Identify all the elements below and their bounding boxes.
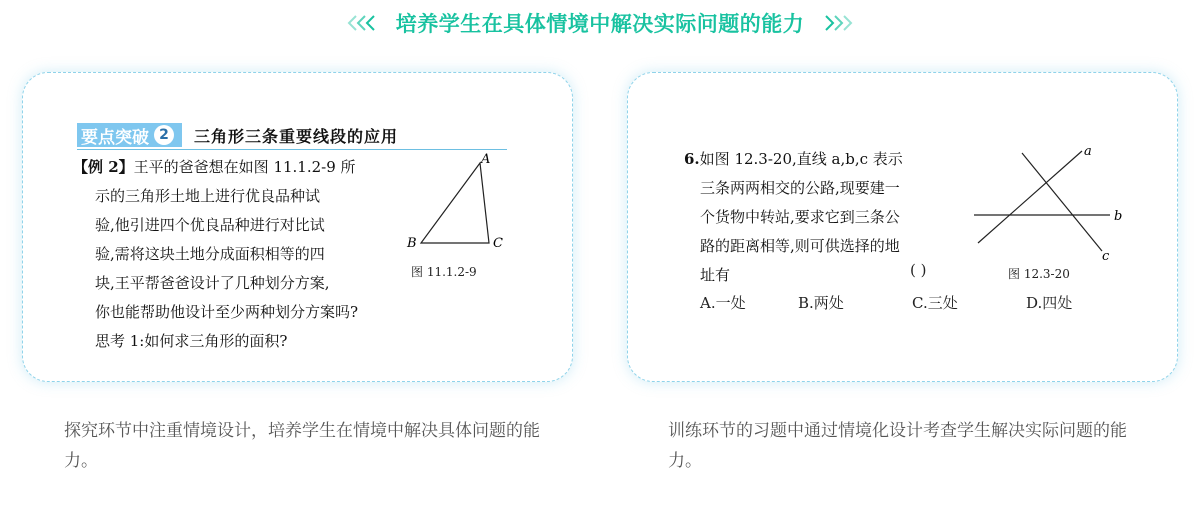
figure-caption: 图 12.3-20 bbox=[1008, 267, 1070, 281]
key-point-number: 2 bbox=[154, 125, 174, 145]
roads-figure bbox=[974, 145, 1134, 281]
question-line: 个货物中转站,要求它到三条公 bbox=[700, 208, 900, 226]
example-line: 王平的爸爸想在如图 11.1.2-9 所 bbox=[133, 158, 356, 176]
example-line: 示的三角形土地上进行优良品种试 bbox=[95, 187, 321, 205]
triangle-figure bbox=[403, 151, 523, 279]
line-c bbox=[1022, 153, 1102, 251]
question-number: 6. bbox=[684, 150, 700, 168]
question-line: 如图 12.3-20,直线 a,b,c 表示 bbox=[699, 150, 903, 168]
line-a bbox=[978, 151, 1082, 243]
example-line: 验,他引进四个优良品种进行对比试 bbox=[95, 216, 325, 234]
example-line: 验,需将这块土地分成面积相等的四 bbox=[95, 245, 325, 263]
chevron-right-icon bbox=[820, 13, 854, 33]
section-title: 三角形三条重要线段的应用 bbox=[194, 126, 399, 146]
vertex-b-label: B bbox=[407, 236, 417, 251]
vertex-a-label: A bbox=[481, 152, 491, 167]
answer-options bbox=[700, 289, 1100, 318]
section-header bbox=[77, 121, 507, 150]
figure-caption: 图 11.1.2-9 bbox=[411, 265, 477, 279]
chevron-left-icon bbox=[346, 13, 380, 33]
example-label: 【例 2】 bbox=[73, 158, 134, 176]
option-d: D.四处 bbox=[1026, 294, 1073, 312]
example-line: 你也能帮助他设计至少两种划分方案吗? bbox=[95, 303, 359, 321]
triangle-diagram bbox=[403, 151, 523, 261]
answer-blank: ( ) bbox=[910, 261, 927, 279]
key-point-label: 要点突破 bbox=[81, 127, 149, 148]
roads-diagram bbox=[974, 145, 1134, 265]
example-line: 块,王平帮爸爸设计了几种划分方案, bbox=[95, 274, 330, 292]
thinking-prompt: 思考 1:如何求三角形的面积? bbox=[95, 332, 288, 350]
line-c-label: c bbox=[1102, 249, 1110, 264]
line-a-label: a bbox=[1084, 145, 1092, 159]
page-header bbox=[0, 6, 1200, 40]
option-a: A.一处 bbox=[700, 294, 746, 312]
question-line: 三条两两相交的公路,现要建一 bbox=[700, 179, 900, 197]
question-text bbox=[684, 145, 984, 290]
option-b: B.两处 bbox=[798, 294, 844, 312]
question-line: 址有 bbox=[700, 266, 731, 284]
example-text bbox=[73, 153, 413, 356]
question-line: 路的距离相等,则可供选择的地 bbox=[700, 237, 900, 255]
caption-left: 探究环节中注重情境设计，培养学生在情境中解决具体问题的能力。 bbox=[64, 421, 540, 471]
option-c: C.三处 bbox=[912, 294, 958, 312]
example-panel bbox=[22, 72, 573, 382]
key-point-tag bbox=[77, 123, 182, 147]
exercise-panel bbox=[627, 72, 1178, 382]
line-b-label: b bbox=[1114, 209, 1123, 224]
vertex-c-label: C bbox=[493, 236, 503, 251]
page-title: 培养学生在具体情境中解决实际问题的能力 bbox=[395, 12, 805, 36]
triangle-shape bbox=[421, 163, 489, 243]
caption-right: 训练环节的习题中通过情境化设计考查学生解决实际问题的能力。 bbox=[668, 421, 1127, 471]
